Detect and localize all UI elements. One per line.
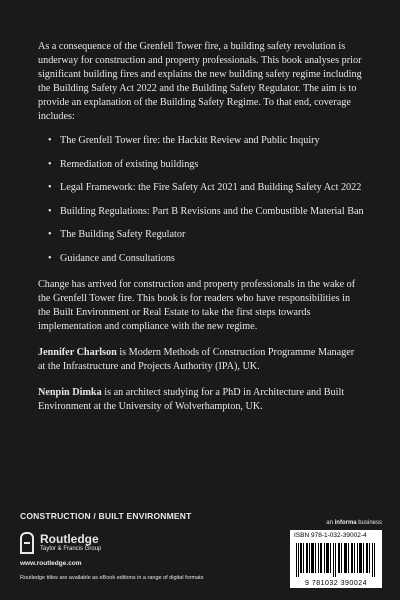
list-item: • Legal Framework: the Fire Safety Act 2021 and Building Safety Act 2022 <box>48 181 364 195</box>
list-item: • The Grenfell Tower fire: the Hackitt Review and Public Inquiry <box>48 134 364 148</box>
list-item: • Guidance and Consultations <box>48 252 364 266</box>
author-bio-2 <box>38 386 364 414</box>
author-bio-text: is an architect studying for a PhD in Architecture and Built Environment at the University of Wolverhampton, UK. <box>38 386 345 412</box>
subject-category: CONSTRUCTION / BUILT ENVIRONMENT <box>20 511 192 521</box>
informa-brand: informa <box>334 520 357 526</box>
informa-prefix: an <box>326 520 335 526</box>
back-cover-text <box>38 40 364 426</box>
intro-paragraph: As a consequence of the Grenfell Tower fire, a building safety revolution is underway for construction and property professionals. This book analyses prior significant building fires and explains the new building safety regime including the Building Safety Act 2022 and the Building Safety Regulator. The aim is to provide an explanation of the Building Safety Regime. To that end, coverage includes: <box>38 41 362 122</box>
isbn-digits: 9 781032 390024 <box>305 580 367 587</box>
author-bio-text: is Modern Methods of Construction Programme Manager at the Infrastructure and Projects Authority (IPA), UK. <box>38 346 355 372</box>
ebook-note: Routledge titles are available as eBook editions in a range of digital formats <box>20 575 204 581</box>
publisher-logo <box>20 532 101 554</box>
author-name: Nenpin Dimka <box>38 386 102 398</box>
author-bio-1 <box>38 346 364 374</box>
isbn-barcode-box <box>290 530 382 588</box>
list-item: • Building Regulations: Part B Revisions and the Combustible Material Ban <box>48 205 364 219</box>
isbn-label: ISBN 978-1-032-39002-4 <box>294 532 367 539</box>
change-paragraph: Change has arrived for construction and property professionals in the wake of the Grenfell Tower fire. This book is for readers who have responsibilities in the Built Environment or Real Estate to take the first steps towards implementation and compliance with the new regime. <box>38 278 356 332</box>
publisher-sub: Taylor & Francis Group <box>40 546 102 552</box>
informa-suffix: business <box>356 520 382 526</box>
list-item: • Remediation of existing buildings <box>48 158 364 172</box>
informa-business-label <box>326 520 382 526</box>
coverage-list <box>38 134 364 266</box>
publisher-name: Routledge <box>40 532 99 546</box>
author-name: Jennifer Charlson <box>38 346 117 358</box>
routledge-logo-icon <box>20 532 34 554</box>
barcode-icon <box>296 543 376 577</box>
list-item: • The Building Safety Regulator <box>48 228 364 242</box>
publisher-url: www.routledge.com <box>20 560 82 567</box>
